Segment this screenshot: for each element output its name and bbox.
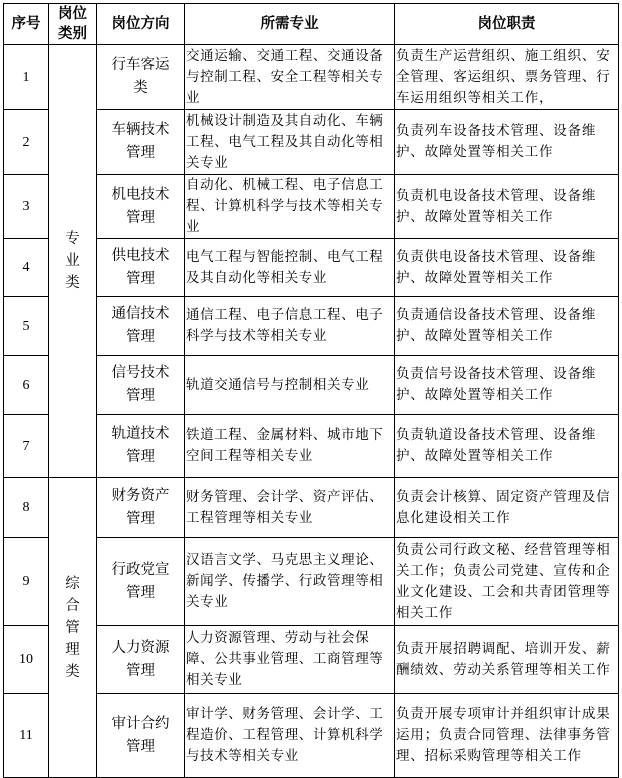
duty-cell: 负责公司行政文秘、经营管理等相关工作；负责公司党建、宣传和企业文化建设、工会和共青团管理等相关工作 xyxy=(395,538,619,626)
seq-cell: 8 xyxy=(4,478,49,538)
header-row xyxy=(4,4,619,45)
header-duty: 岗位职责 xyxy=(395,4,619,45)
duty-cell: 负责轨道设备技术管理、设备维护、故障处置等相关工作 xyxy=(395,415,619,478)
major-cell: 人力资源管理、劳动与社会保障、公共事业管理、工商管理等相关专业 xyxy=(185,626,395,694)
table-row xyxy=(4,626,619,694)
duty-cell: 负责机电设备技术管理、设备维护、故障处置等相关工作 xyxy=(395,175,619,239)
duty-cell: 负责供电设备技术管理、设备维护、故障处置等相关工作 xyxy=(395,239,619,297)
direction-cell: 财务资产管理 xyxy=(97,478,185,538)
major-cell: 轨道交通信号与控制相关专业 xyxy=(185,356,395,415)
table-row xyxy=(4,478,619,538)
direction-cell: 信号技术管理 xyxy=(97,356,185,415)
category-cell-professional: 专业类 xyxy=(49,45,97,478)
table-row xyxy=(4,239,619,297)
header-category: 岗位类别 xyxy=(49,4,97,45)
table-row xyxy=(4,538,619,626)
table-row xyxy=(4,175,619,239)
seq-cell: 10 xyxy=(4,626,49,694)
duty-cell: 负责列车设备技术管理、设备维护、故障处置等相关工作 xyxy=(395,110,619,175)
seq-cell: 5 xyxy=(4,297,49,356)
seq-cell: 9 xyxy=(4,538,49,626)
table-row xyxy=(4,694,619,778)
seq-cell: 4 xyxy=(4,239,49,297)
header-major: 所需专业 xyxy=(185,4,395,45)
major-cell: 汉语言文学、马克思主义理论、新闻学、传播学、行政管理等相关专业 xyxy=(185,538,395,626)
seq-cell: 6 xyxy=(4,356,49,415)
seq-cell: 11 xyxy=(4,694,49,778)
positions-table xyxy=(3,3,619,778)
major-cell: 财务管理、会计学、资产评估、工程管理等相关专业 xyxy=(185,478,395,538)
duty-cell: 负责会计核算、固定资产管理及信息化建设相关工作 xyxy=(395,478,619,538)
duty-cell: 负责开展专项审计并组织审计成果运用；负责合同管理、法律事务管理、招标采购管理等相关工作 xyxy=(395,694,619,778)
major-cell: 铁道工程、金属材料、城市地下空间工程等相关专业 xyxy=(185,415,395,478)
direction-cell: 供电技术管理 xyxy=(97,239,185,297)
direction-cell: 车辆技术管理 xyxy=(97,110,185,175)
duty-cell: 负责信号设备技术管理、设备维护、故障处置等相关工作 xyxy=(395,356,619,415)
table-row xyxy=(4,297,619,356)
major-cell: 自动化、机械工程、电子信息工程、计算机科学与技术等相关专业 xyxy=(185,175,395,239)
major-cell: 审计学、财务管理、会计学、工程造价、工程管理、计算机科学与技术等相关专业 xyxy=(185,694,395,778)
direction-cell: 行车客运类 xyxy=(97,45,185,110)
direction-cell: 审计合约管理 xyxy=(97,694,185,778)
duty-cell: 负责生产运营组织、施工组织、安全管理、客运组织、票务管理、行车运用组织等相关工作， xyxy=(395,45,619,110)
major-cell: 电气工程与智能控制、电气工程及其自动化等相关专业 xyxy=(185,239,395,297)
direction-cell: 轨道技术管理 xyxy=(97,415,185,478)
table-row xyxy=(4,356,619,415)
seq-cell: 3 xyxy=(4,175,49,239)
direction-cell: 机电技术管理 xyxy=(97,175,185,239)
direction-cell: 人力资源管理 xyxy=(97,626,185,694)
direction-cell: 行政党宣管理 xyxy=(97,538,185,626)
category-cell-general: 综合管理类 xyxy=(49,478,97,778)
major-cell: 机械设计制造及其自动化、车辆工程、电气工程及其自动化等相关专业 xyxy=(185,110,395,175)
direction-cell: 通信技术管理 xyxy=(97,297,185,356)
duty-cell: 负责通信设备技术管理、设备维护、故障处置等相关工作 xyxy=(395,297,619,356)
seq-cell: 1 xyxy=(4,45,49,110)
major-cell: 交通运输、交通工程、交通设备与控制工程、安全工程等相关专业 xyxy=(185,45,395,110)
seq-cell: 2 xyxy=(4,110,49,175)
duty-cell: 负责开展招聘调配、培训开发、薪酬绩效、劳动关系管理等相关工作 xyxy=(395,626,619,694)
table-row xyxy=(4,415,619,478)
major-cell: 通信工程、电子信息工程、电子科学与技术等相关专业 xyxy=(185,297,395,356)
table-row xyxy=(4,110,619,175)
header-seq: 序号 xyxy=(4,4,49,45)
table-row xyxy=(4,45,619,110)
seq-cell: 7 xyxy=(4,415,49,478)
header-direction: 岗位方向 xyxy=(97,4,185,45)
